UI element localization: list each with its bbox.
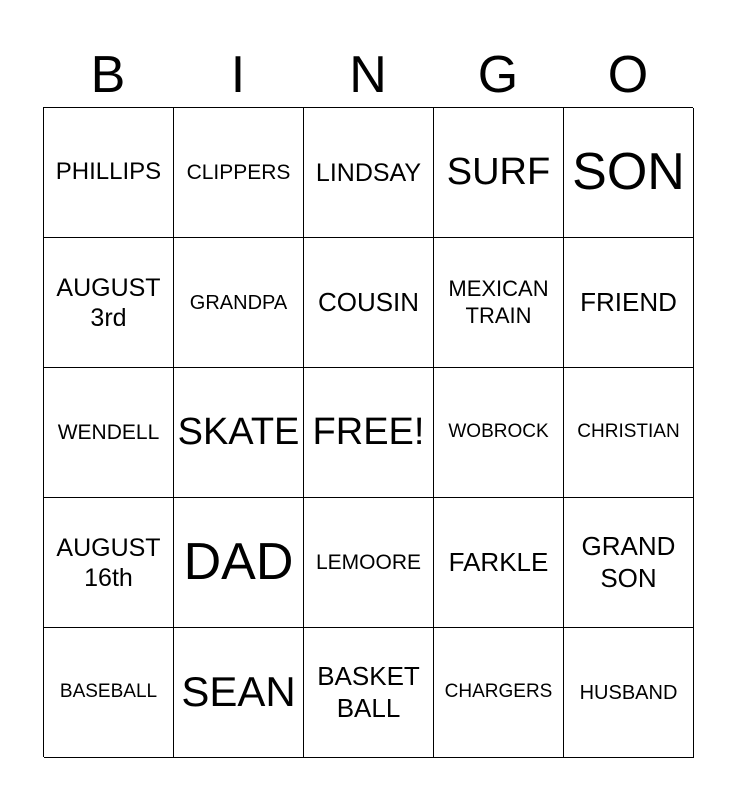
bingo-cell-label: AUGUST 3rd <box>56 273 161 332</box>
bingo-cell-i-2[interactable] <box>174 238 304 368</box>
bingo-cell-o-3[interactable] <box>564 368 694 498</box>
bingo-cell-i-5[interactable] <box>174 628 304 758</box>
bingo-cell-g-2[interactable] <box>434 238 564 368</box>
bingo-cell-o-1[interactable] <box>564 108 694 238</box>
bingo-cell-label: FARKLE <box>448 546 549 577</box>
bingo-cell-g-5[interactable] <box>434 628 564 758</box>
bingo-cell-label: WOBROCK <box>448 421 549 443</box>
header-letter-n: N <box>349 46 387 104</box>
header-letter-g: G <box>477 46 519 104</box>
bingo-cell-label: BASEBALL <box>59 681 158 703</box>
bingo-cell-b-5[interactable] <box>44 628 174 758</box>
bingo-cell-i-3[interactable] <box>174 368 304 498</box>
bingo-cell-label: LINDSAY <box>315 158 422 187</box>
bingo-cell-label: PHILLIPS <box>55 158 162 186</box>
bingo-cell-label: GRAND SON <box>581 531 676 593</box>
bingo-card-grid <box>43 107 693 757</box>
bingo-cell-g-3[interactable] <box>434 368 564 498</box>
bingo-cell-label: MEXICAN TRAIN <box>448 276 549 328</box>
bingo-cell-label: CHRISTIAN <box>577 421 680 443</box>
bingo-cell-o-5[interactable] <box>564 628 694 758</box>
bingo-cell-label: CLIPPERS <box>186 160 291 184</box>
bingo-cell-n-2[interactable] <box>304 238 434 368</box>
bingo-cell-b-4[interactable] <box>44 498 174 628</box>
bingo-cell-n-1[interactable] <box>304 108 434 238</box>
bingo-cell-label: COUSIN <box>317 286 420 317</box>
bingo-header <box>43 44 693 106</box>
bingo-cell-g-1[interactable] <box>434 108 564 238</box>
bingo-cell-b-2[interactable] <box>44 238 174 368</box>
bingo-cell-label: AUGUST 16th <box>56 533 161 592</box>
bingo-cell-n-4[interactable] <box>304 498 434 628</box>
bingo-cell-g-4[interactable] <box>434 498 564 628</box>
bingo-cell-label: BASKET BALL <box>317 661 420 723</box>
bingo-cell-i-4[interactable] <box>174 498 304 628</box>
header-letter-o: O <box>607 46 649 104</box>
bingo-cell-n-3[interactable] <box>304 368 434 498</box>
bingo-cell-label: CHARGERS <box>444 681 553 703</box>
bingo-cell-label: FRIEND <box>580 286 677 317</box>
bingo-cell-b-3[interactable] <box>44 368 174 498</box>
bingo-cell-label: WENDELL <box>57 420 160 444</box>
header-letter-b: B <box>90 46 126 104</box>
bingo-cell-label: SEAN <box>181 668 296 716</box>
bingo-cell-label: LEMOORE <box>315 550 422 574</box>
bingo-cell-label: DAD <box>183 532 294 591</box>
header-letter-i: I <box>230 46 246 104</box>
bingo-cell-n-5[interactable] <box>304 628 434 758</box>
bingo-cell-label: FREE! <box>312 410 425 453</box>
bingo-cell-i-1[interactable] <box>174 108 304 238</box>
bingo-cell-label: GRANDPA <box>189 291 288 314</box>
bingo-cell-label: SON <box>572 142 685 201</box>
bingo-cell-label: HUSBAND <box>579 681 678 704</box>
bingo-cell-b-1[interactable] <box>44 108 174 238</box>
bingo-cell-label: SKATE <box>177 410 300 453</box>
bingo-cell-o-4[interactable] <box>564 498 694 628</box>
bingo-cell-o-2[interactable] <box>564 238 694 368</box>
bingo-cell-label: SURF <box>446 150 551 193</box>
